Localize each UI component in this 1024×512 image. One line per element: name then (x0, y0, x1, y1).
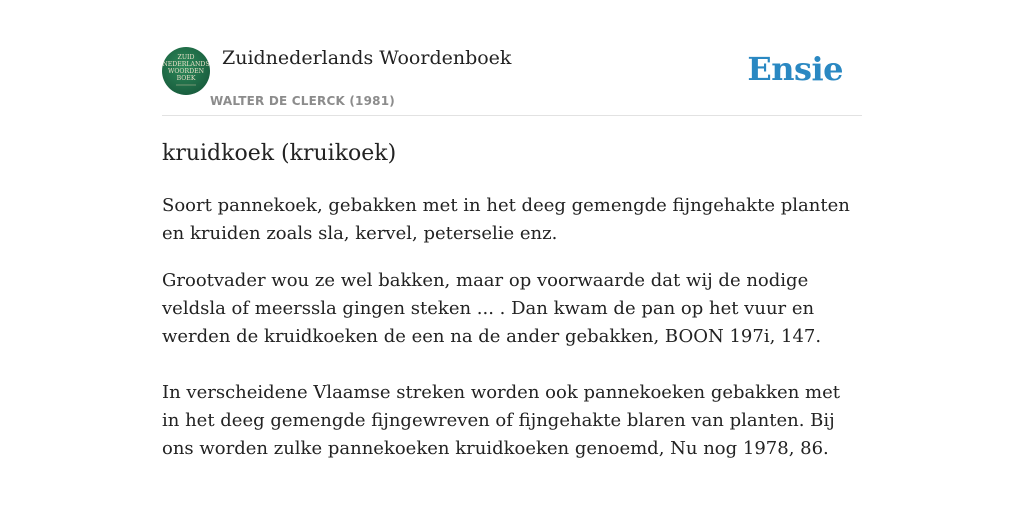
entry-title: kruidkoek (kruikoek) (162, 141, 397, 166)
dictionary-author: WALTER DE CLERCK (1981) (210, 94, 395, 108)
ensie-logo[interactable]: Ensie (747, 50, 843, 88)
entry-body (162, 192, 862, 463)
logo-line: NEDERLANDS (162, 61, 210, 68)
entry-card (162, 0, 862, 512)
entry-note: In verscheidene Vlaamse streken worden ook pannekoeken gebakken met in het deeg gemengde fijngewreven of fijngehakte blaren van planten. Bij ons worden zulke pannekoeken kruidkoeken genoemd, Nu nog 1978, 86. (162, 382, 840, 459)
dictionary-logo[interactable] (162, 47, 210, 95)
logo-line: BOEK (176, 75, 196, 82)
logo-line: ZUID (177, 54, 195, 61)
dictionary-title[interactable]: Zuidnederlands Woordenboek (222, 47, 512, 69)
entry-quotation: Grootvader wou ze wel bakken, maar op voorwaarde dat wij de nodige veldsla of meerssla gingen steken ... . Dan kwam de pan op het vuur en werden de kruidkoeken de een na de ander gebakken, BOON 197i, 147. (162, 270, 822, 347)
dictionary-header (162, 0, 862, 116)
entry-definition: Soort pannekoek, gebakken met in het deeg gemengde fijngehakte planten en kruiden zoals sla, kervel, peterselie enz. (162, 195, 850, 244)
logo-line: WOORDEN (167, 68, 205, 75)
zwb-book-cover-icon (162, 47, 210, 95)
